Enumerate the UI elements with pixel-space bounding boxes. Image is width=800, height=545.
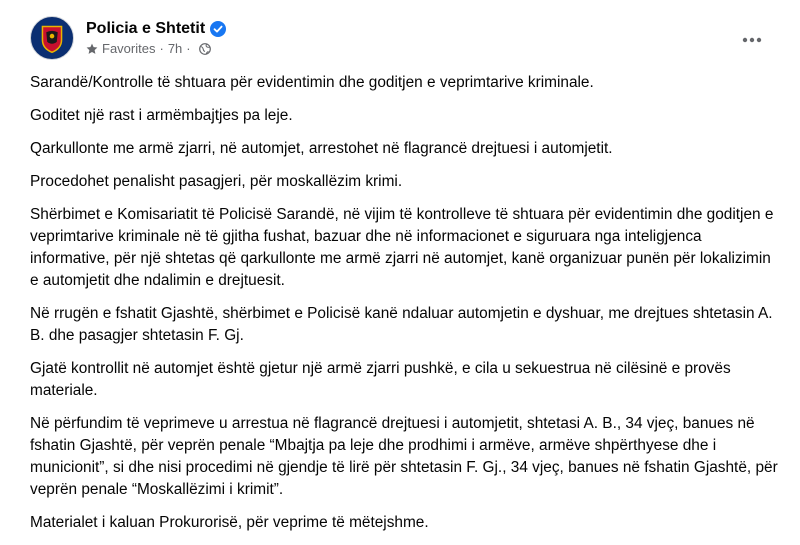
post-paragraph: Shërbimet e Komisariatit të Policisë Sarandë, në vijim të kontrolleve të shtuara për evidentimin dhe goditjen e veprimtarive kriminale në të gjitha fushat, bazuar dhe në informacionet e siguruara nga inteligjenca informative, për një shtetas që qarkullonte me armë zjarri në automjet, kanë organizuar punën për lokalizimin e automjetit dhe ndalimin e drejtuesit. xyxy=(30,206,774,289)
police-emblem-icon[interactable] xyxy=(30,16,74,60)
more-options-button[interactable] xyxy=(734,22,770,58)
page-name-link[interactable]: Policia e Shtetit xyxy=(86,20,206,37)
post-paragraph: Materialet i kaluan Prokurorisë, për veprime të mëtejshme. xyxy=(30,514,429,531)
post-subtitle xyxy=(86,41,226,56)
post-paragraph: Në rrugën e fshatit Gjashtë, shërbimet e Policisë kanë ndaluar automjetin e dyshuar, me drejtues shtetasin A. B. dhe pasagjer shtetasin F. Gj. xyxy=(30,305,773,344)
post-body xyxy=(30,72,782,545)
timestamp-link[interactable]: 7h xyxy=(167,41,183,56)
post-paragraph: Gjatë kontrollit në automjet është gjetur një armë zjarri pushkë, e cila u sekuestrua në cilësinë e provës materiale. xyxy=(30,360,731,399)
author-row xyxy=(86,20,226,38)
post-paragraph: Procedohet penalisht pasagjeri, për moskallëzim krimi. xyxy=(30,173,403,190)
post-paragraph: Sarandë/Kontrolle të shtuara për evidentimin dhe goditjen e veprimtarive kriminale. xyxy=(30,74,594,91)
verified-badge-icon xyxy=(210,21,226,37)
post-paragraph: Goditet një rast i armëmbajtjes pa leje. xyxy=(30,107,293,124)
star-icon xyxy=(86,43,98,55)
audience-label[interactable]: Favorites xyxy=(102,41,156,56)
post-meta xyxy=(86,20,226,56)
globe-icon[interactable] xyxy=(199,43,211,55)
post-paragraph: Në përfundim të veprimeve u arrestua në flagrancë drejtuesi i automjetit, shtetasi A. B., 34 vjeç, banues në fshatin Gjashtë, për veprën penale “Mbajtja pa leje dhe prodhimi i armëve, armëve shpërthyese dhe i municionit”, si dhe nisi procedimi në gjendje të lirë për shtetasin F. Gj., 34 vjeç, banues në fshatin Gjashtë, për veprën penale “Moskallëzimi i krimit”. xyxy=(30,415,778,498)
police-emblem-graphic xyxy=(31,16,73,60)
more-options-icon xyxy=(742,37,762,43)
separator-dot: · xyxy=(186,41,191,56)
separator-dot: · xyxy=(159,41,164,56)
post-paragraph: Qarkullonte me armë zjarri, në automjet, arrestohet në flagrancë drejtuesi i automjetit. xyxy=(30,140,613,157)
post-header xyxy=(30,14,780,62)
